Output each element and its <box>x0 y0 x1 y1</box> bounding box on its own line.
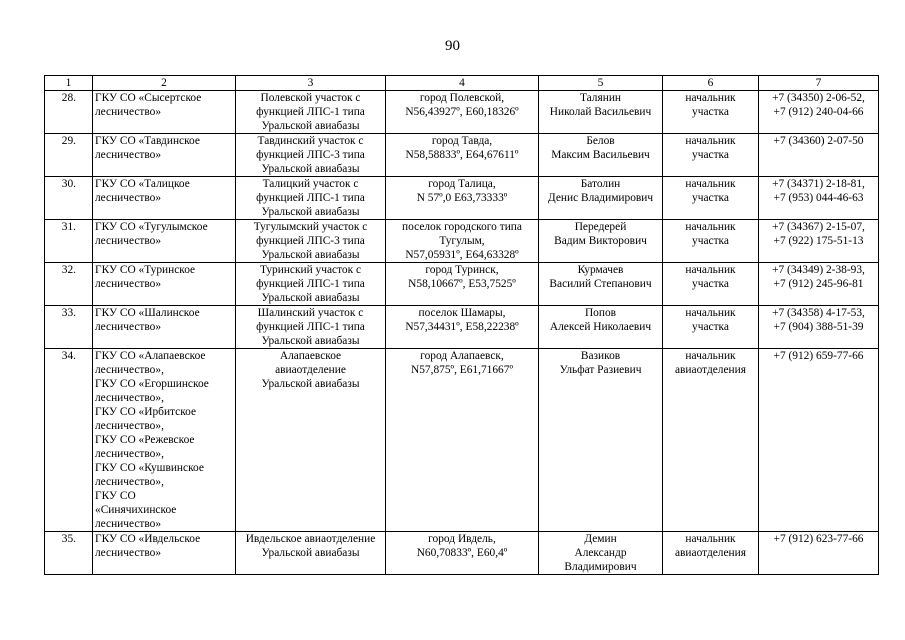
row-number-cell: 34. <box>45 349 93 532</box>
contacts-table <box>44 75 879 575</box>
location-line: N58,58833º, E64,67611º <box>405 149 519 161</box>
location-cell <box>386 263 539 306</box>
table-row <box>45 349 879 532</box>
phone-numbers-line: +7 (912) 245-96-81 <box>773 278 864 290</box>
location-line: город Туринск, <box>425 264 499 276</box>
responsible-person-line: Талянин <box>579 92 622 104</box>
header-cell-2: 2 <box>93 76 236 91</box>
header-cell-1: 1 <box>45 76 93 91</box>
responsible-person-cell <box>539 220 663 263</box>
forestry-name-line: ГКУ СО «Кушвинское <box>95 462 204 474</box>
position-title-line: участка <box>692 321 729 333</box>
phone-numbers-cell <box>759 134 879 177</box>
table-row <box>45 91 879 134</box>
unit-name-line: функцией ЛПС-1 типа <box>256 278 365 290</box>
unit-name-line: Уральской авиабазы <box>261 378 360 390</box>
page-number: 90 <box>445 38 460 54</box>
forestry-name-line: «Синячихинское <box>95 504 177 516</box>
location-line: город Алапаевск, <box>420 350 504 362</box>
unit-name-line: Талицкий участок с <box>262 178 359 190</box>
unit-name-line: Алапаевское <box>279 350 342 362</box>
forestry-name-cell <box>93 349 236 532</box>
header-cell-3: 3 <box>236 76 386 91</box>
unit-name-line: функцией ЛПС-3 типа <box>256 235 365 247</box>
location-line: город Тавда, <box>431 135 493 147</box>
responsible-person-cell <box>539 532 663 575</box>
phone-numbers-cell <box>759 532 879 575</box>
row-number-cell: 31. <box>45 220 93 263</box>
unit-name-cell <box>236 220 386 263</box>
forestry-name-line: лесничество» <box>95 106 162 118</box>
responsible-person-line: Владимирович <box>564 561 637 573</box>
unit-name-line: функцией ЛПС-3 типа <box>256 149 365 161</box>
phone-numbers-cell <box>759 349 879 532</box>
position-title-line: начальник <box>685 221 736 233</box>
position-title-cell <box>663 349 759 532</box>
row-number-cell: 30. <box>45 177 93 220</box>
responsible-person-line: Ульфат Разиевич <box>559 364 642 376</box>
location-line: поселок Шамары, <box>418 307 506 319</box>
unit-name-cell <box>236 263 386 306</box>
location-line: Тугулым, <box>439 235 485 247</box>
responsible-person-line: Денис Владимирович <box>547 192 654 204</box>
location-cell <box>386 532 539 575</box>
forestry-name-line: лесничество» <box>95 321 162 333</box>
location-cell <box>386 177 539 220</box>
responsible-person-cell <box>539 177 663 220</box>
unit-name-line: Уральской авиабазы <box>261 292 360 304</box>
responsible-person-line: Максим Васильевич <box>551 149 650 161</box>
forestry-name-line: ГКУ СО «Ивдельское <box>95 533 201 545</box>
forestry-name-line: ГКУ СО «Сысертское <box>95 92 202 104</box>
location-cell <box>386 91 539 134</box>
responsible-person-line: Александр <box>574 547 627 559</box>
phone-numbers-line: +7 (912) 623-77-66 <box>773 533 864 545</box>
position-title-line: участка <box>692 235 729 247</box>
responsible-person-line: Вазиков <box>580 350 621 362</box>
location-line: N56,43927º, E60,18326º <box>405 106 519 118</box>
row-number-cell: 35. <box>45 532 93 575</box>
location-line: N57,875º, E61,71667º <box>411 364 513 376</box>
position-title-line: авиаотделения <box>675 547 746 559</box>
location-line: N57,05931º, E64,63328º <box>405 249 519 261</box>
phone-numbers-cell <box>759 220 879 263</box>
location-cell <box>386 220 539 263</box>
forestry-name-line: лесничество», <box>95 448 164 460</box>
position-title-line: начальник <box>685 178 736 190</box>
forestry-name-line: лесничество» <box>95 192 162 204</box>
table-row <box>45 134 879 177</box>
row-number-cell: 29. <box>45 134 93 177</box>
forestry-name-line: лесничество», <box>95 364 164 376</box>
forestry-name-line: лесничество», <box>95 420 164 432</box>
table-row <box>45 177 879 220</box>
forestry-name-cell <box>93 220 236 263</box>
position-title-line: начальник <box>685 350 736 362</box>
unit-name-line: Туринский участок с <box>259 264 362 276</box>
unit-name-line: Уральской авиабазы <box>261 335 360 347</box>
forestry-name-cell <box>93 532 236 575</box>
forestry-name-line: лесничество», <box>95 476 164 488</box>
responsible-person-cell <box>539 306 663 349</box>
forestry-name-cell <box>93 177 236 220</box>
responsible-person-line: Демин <box>584 533 617 545</box>
position-title-line: авиаотделения <box>675 364 746 376</box>
row-number-cell: 28. <box>45 91 93 134</box>
table-row <box>45 263 879 306</box>
location-cell <box>386 306 539 349</box>
location-line: N 57º,0 E63,73333º <box>416 192 508 204</box>
position-title-cell <box>663 532 759 575</box>
unit-name-cell <box>236 91 386 134</box>
location-line: N57,34431º, E58,22238º <box>405 321 519 333</box>
unit-name-line: функцией ЛПС-1 типа <box>256 106 365 118</box>
phone-numbers-line: +7 (34367) 2-15-07, <box>772 221 865 233</box>
location-line: N60,70833º, E60,4º <box>416 547 508 559</box>
forestry-name-line: ГКУ СО <box>95 490 136 502</box>
position-title-cell <box>663 306 759 349</box>
header-cell-7: 7 <box>759 76 879 91</box>
phone-numbers-line: +7 (34349) 2-38-93, <box>772 264 865 276</box>
position-title-line: начальник <box>685 92 736 104</box>
forestry-name-line: ГКУ СО «Туринское <box>95 264 196 276</box>
responsible-person-cell <box>539 349 663 532</box>
unit-name-line: Ивдельское авиаотделение <box>245 533 376 545</box>
header-row <box>45 76 879 91</box>
forestry-name-line: ГКУ СО «Алапаевское <box>95 350 206 362</box>
location-line: поселок городского типа <box>402 221 522 233</box>
position-title-cell <box>663 91 759 134</box>
position-title-line: участка <box>692 278 729 290</box>
unit-name-line: Тугулымский участок с <box>253 221 368 233</box>
position-title-line: начальник <box>685 264 736 276</box>
forestry-name-line: ГКУ СО «Режевское <box>95 434 195 446</box>
unit-name-line: Уральской авиабазы <box>261 249 360 261</box>
forestry-name-line: лесничество» <box>95 547 162 559</box>
phone-numbers-cell <box>759 91 879 134</box>
phone-numbers-line: +7 (904) 388-51-39 <box>773 321 864 333</box>
forestry-name-cell <box>93 91 236 134</box>
forestry-name-line: лесничество» <box>95 149 162 161</box>
position-title-cell <box>663 263 759 306</box>
unit-name-line: функцией ЛПС-1 типа <box>256 192 365 204</box>
table-row <box>45 532 879 575</box>
responsible-person-line: Белов <box>586 135 615 147</box>
position-title-line: участка <box>692 106 729 118</box>
unit-name-line: Уральской авиабазы <box>261 206 360 218</box>
forestry-name-cell <box>93 306 236 349</box>
location-line: город Талица, <box>428 178 496 190</box>
row-number-cell: 32. <box>45 263 93 306</box>
location-line: N58,10667º, E53,7525º <box>408 278 516 290</box>
table-row <box>45 220 879 263</box>
forestry-name-cell <box>93 263 236 306</box>
responsible-person-line: Алексей Николаевич <box>549 321 652 333</box>
location-line: город Ивдель, <box>428 533 496 545</box>
responsible-person-cell <box>539 263 663 306</box>
phone-numbers-line: +7 (922) 175-51-13 <box>773 235 864 247</box>
table-row <box>45 306 879 349</box>
header-cell-6: 6 <box>663 76 759 91</box>
unit-name-line: Тавдинский участок с <box>257 135 364 147</box>
forestry-name-line: лесничество» <box>95 518 162 530</box>
position-title-cell <box>663 177 759 220</box>
row-number-cell: 33. <box>45 306 93 349</box>
forestry-name-line: ГКУ СО «Тугулымское <box>95 221 208 233</box>
unit-name-cell <box>236 532 386 575</box>
forestry-name-line: ГКУ СО «Шалинское <box>95 307 200 319</box>
header-cell-5: 5 <box>539 76 663 91</box>
forestry-name-line: ГКУ СО «Ирбитское <box>95 406 197 418</box>
phone-numbers-cell <box>759 263 879 306</box>
phone-numbers-cell <box>759 306 879 349</box>
responsible-person-cell <box>539 91 663 134</box>
unit-name-cell <box>236 306 386 349</box>
location-line: город Полевской, <box>419 92 505 104</box>
phone-numbers-line: +7 (912) 240-04-66 <box>773 106 864 118</box>
responsible-person-line: Василий Степанович <box>549 278 652 290</box>
unit-name-line: авиаотделение <box>275 364 346 376</box>
responsible-person-line: Николай Васильевич <box>549 106 652 118</box>
forestry-name-line: ГКУ СО «Талицкое <box>95 178 190 190</box>
unit-name-cell <box>236 349 386 532</box>
position-title-line: начальник <box>685 307 736 319</box>
location-cell <box>386 349 539 532</box>
location-cell <box>386 134 539 177</box>
unit-name-line: Уральской авиабазы <box>261 547 360 559</box>
position-title-cell <box>663 134 759 177</box>
forestry-name-line: лесничество», <box>95 392 164 404</box>
unit-name-cell <box>236 177 386 220</box>
responsible-person-line: Вадим Викторович <box>554 235 647 247</box>
forestry-name-line: лесничество» <box>95 235 162 247</box>
position-title-line: участка <box>692 192 729 204</box>
position-title-line: начальник <box>685 533 736 545</box>
phone-numbers-line: +7 (34360) 2-07-50 <box>773 135 864 147</box>
phone-numbers-line: +7 (34350) 2-06-52, <box>772 92 865 104</box>
unit-name-line: Полевской участок с <box>260 92 361 104</box>
phone-numbers-line: +7 (34371) 2-18-81, <box>772 178 865 190</box>
position-title-line: участка <box>692 149 729 161</box>
phone-numbers-line: +7 (912) 659-77-66 <box>773 350 864 362</box>
unit-name-line: Уральской авиабазы <box>261 120 360 132</box>
responsible-person-line: Передерей <box>574 221 627 233</box>
unit-name-line: Шалинский участок с <box>257 307 364 319</box>
responsible-person-line: Батолин <box>580 178 621 190</box>
unit-name-line: функцией ЛПС-1 типа <box>256 321 365 333</box>
responsible-person-line: Попов <box>584 307 617 319</box>
table-body <box>45 91 879 575</box>
position-title-line: начальник <box>685 135 736 147</box>
forestry-name-cell <box>93 134 236 177</box>
forestry-name-line: ГКУ СО «Егоршинское <box>95 378 209 390</box>
forestry-name-line: ГКУ СО «Тавдинское <box>95 135 200 147</box>
responsible-person-line: Курмачев <box>577 264 624 276</box>
header-cell-4: 4 <box>386 76 539 91</box>
phone-numbers-line: +7 (34358) 4-17-53, <box>772 307 865 319</box>
unit-name-cell <box>236 134 386 177</box>
unit-name-line: Уральской авиабазы <box>261 163 360 175</box>
phone-numbers-cell <box>759 177 879 220</box>
responsible-person-cell <box>539 134 663 177</box>
phone-numbers-line: +7 (953) 044-46-63 <box>773 192 864 204</box>
forestry-name-line: лесничество» <box>95 278 162 290</box>
position-title-cell <box>663 220 759 263</box>
